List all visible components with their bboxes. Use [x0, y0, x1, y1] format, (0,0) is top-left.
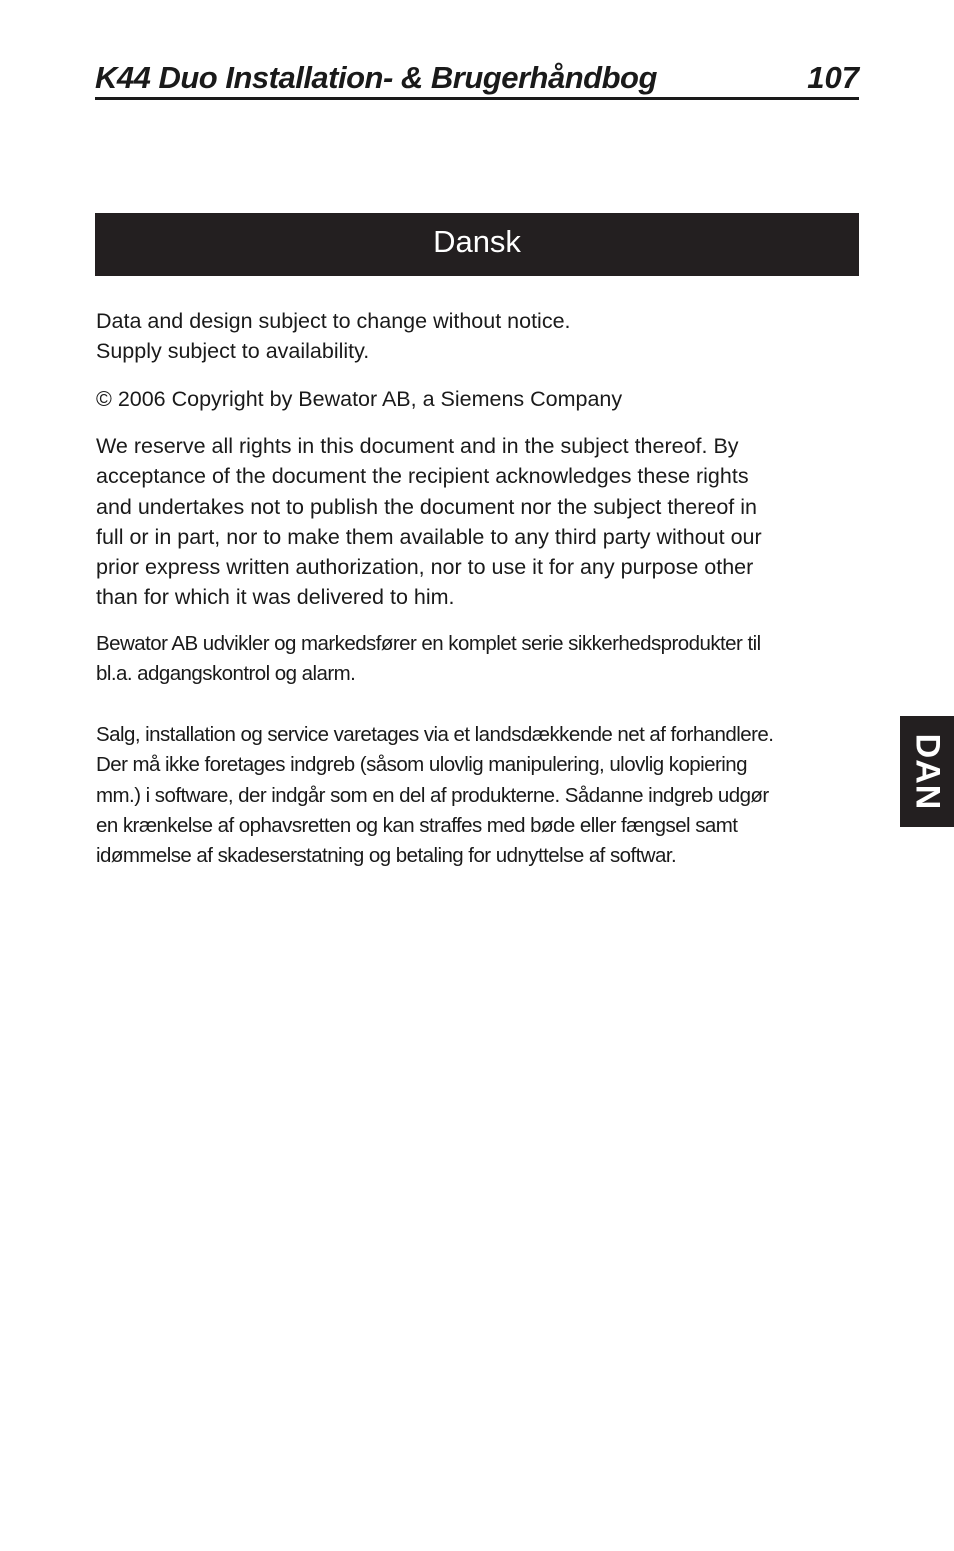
language-side-tab [900, 716, 954, 827]
rights-line: We reserve all rights in this document and in the subject thereof. By [96, 434, 739, 458]
document-title: K44 Duo Installation- & Brugerhåndbog [95, 60, 657, 95]
danish-sales-line: Salg, installation og service varetages via et landsdækkende net af forhandlere. [96, 723, 774, 746]
danish-sales-line: idømmelse af skadeserstatning og betaling for udnyttelse af softwar. [96, 844, 677, 868]
danish-sales-line: mm.) i software, der indgår som en del af produkterne. Sådanne indgreb udgør [96, 783, 769, 807]
language-banner: Dansk [95, 213, 859, 276]
copyright-line: © 2006 Copyright by Bewator AB, a Siemens Company [96, 387, 623, 411]
danish-intro-line: bl.a. adgangskontrol og alarm. [96, 662, 356, 686]
copyright-notice [96, 384, 864, 414]
danish-intro-line: Bewator AB udvikler og markedsfører en komplet serie sikkerhedsprodukter til [96, 632, 761, 655]
disclaimer-line: Supply subject to availability. [96, 339, 370, 364]
rights-line: full or in part, nor to make them available to any third party without our [96, 524, 762, 549]
rights-line: prior express written authorization, nor to use it for any purpose other [96, 555, 754, 580]
danish-intro-paragraph [96, 629, 868, 690]
side-tab-label: DAN [908, 733, 947, 810]
page-number: 107 [807, 60, 859, 95]
disclaimer-line: Data and design subject to change without notice. [96, 309, 571, 333]
rights-paragraph [96, 431, 864, 613]
rights-line: than for which it was delivered to him. [96, 585, 455, 610]
danish-sales-paragraph [96, 720, 868, 871]
disclaimer-paragraph [96, 306, 864, 367]
danish-sales-line: en krænkelse af ophavsretten og kan straffes med bøde eller fængsel samt [96, 813, 738, 837]
rights-line: acceptance of the document the recipient acknowledges these rights [96, 464, 749, 489]
rights-line: and undertakes not to publish the document nor the subject thereof in [96, 494, 757, 519]
danish-sales-line: Der må ikke foretages indgreb (såsom ulovlig manipulering, ulovlig kopiering [96, 753, 747, 777]
page-header [95, 58, 859, 100]
